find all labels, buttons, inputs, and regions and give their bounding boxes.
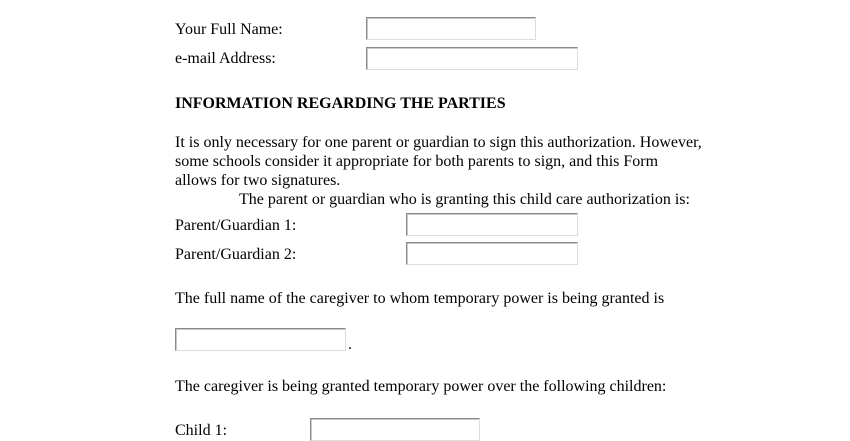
section-heading: INFORMATION REGARDING THE PARTIES bbox=[175, 95, 506, 112]
caregiver-statement: The full name of the caregiver to whom temporary power is being granted is bbox=[175, 290, 665, 307]
guardian-2-field[interactable] bbox=[406, 242, 578, 265]
children-statement: The caregiver is being granted temporary power over the following children: bbox=[175, 378, 667, 395]
granting-statement: The parent or guardian who is granting this child care authorization is: bbox=[239, 191, 690, 208]
paragraph-line-1: It is only necessary for one parent or guardian to sign this authorization. However, bbox=[175, 134, 702, 151]
email-field[interactable] bbox=[366, 47, 578, 70]
guardian-1-label: Parent/Guardian 1: bbox=[175, 217, 297, 234]
child-1-label: Child 1: bbox=[175, 422, 228, 439]
paragraph-line-2: some schools consider it appropriate for both parents to sign, and this Form bbox=[175, 153, 659, 170]
email-label: e-mail Address: bbox=[175, 50, 276, 67]
child-1-field[interactable] bbox=[310, 418, 480, 441]
full-name-field[interactable] bbox=[366, 17, 536, 40]
caregiver-name-field[interactable] bbox=[175, 328, 346, 351]
guardian-2-label: Parent/Guardian 2: bbox=[175, 246, 297, 263]
paragraph-line-3: allows for two signatures. bbox=[175, 172, 341, 189]
caregiver-period: . bbox=[348, 336, 352, 353]
guardian-1-field[interactable] bbox=[406, 213, 578, 236]
full-name-label: Your Full Name: bbox=[175, 21, 283, 38]
